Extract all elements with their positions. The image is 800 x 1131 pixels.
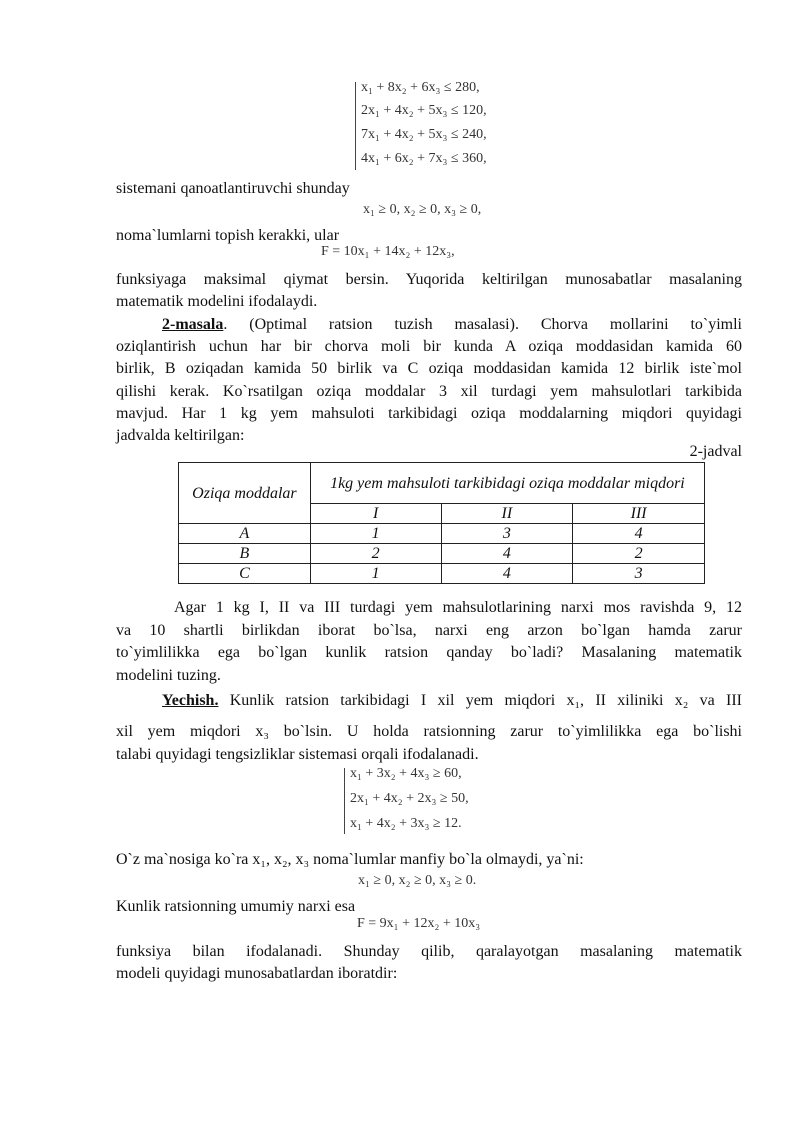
table-caption: 2-jadval (689, 443, 742, 460)
table-row (179, 564, 705, 584)
nonneg-constraint-1: x₁ ≥ 0, x₂ ≥ 0, x₃ ≥ 0, (363, 202, 482, 217)
paragraph-line: matematik modelini ifodalaydi. (116, 293, 318, 310)
table-cell: 1 (310, 564, 441, 584)
table-row (179, 544, 705, 564)
paragraph-line: to`yimlilikka ega bo`lgan kunlik ratsion qanday bo`ladi? Masalaning matematik (116, 644, 742, 661)
problem2-intro-text: . (Optimal ratsion tuzish masalasi). Chorva mollarini to`yimli (223, 316, 742, 333)
table-cell: 4 (573, 524, 705, 544)
table-cell: 3 (573, 564, 705, 584)
paragraph-line: mavjud. Har 1 kg yem mahsuloti tarkibidagi oziqa moddalarning miqdori quyidagi (116, 405, 742, 422)
table-subheader: II (441, 504, 573, 524)
system1-row: 2x₁ + 4x₂ + 5x₃ ≤ 120, (361, 103, 487, 118)
paragraph-line: O`z ma`nosiga ko`ra x₁, x₂, x₃ noma`lumlar manfiy bo`la olmaydi, ya`ni: (116, 851, 584, 868)
table-subheader: I (310, 504, 441, 524)
table-cell: 2 (573, 544, 705, 564)
paragraph-line: oziqlantirish uchun har bir chorva moli bir kunda A oziqa moddasidan kamida 60 (116, 338, 742, 355)
system1-row: x₁ + 8x₂ + 6x₃ ≤ 280, (361, 80, 480, 95)
system1-brace (355, 82, 356, 170)
paragraph-line: sistemani qanoatlantiruvchi shunday (116, 180, 350, 197)
table-cell: 4 (441, 564, 573, 584)
paragraph-line: qilishi kerak. Ko`rsatilgan oziqa moddalar 3 xil turdagi yem mahsulotlari tarkibida (116, 383, 742, 400)
objective-function-1: F = 10x₁ + 14x₂ + 12x₃, (321, 244, 455, 259)
paragraph-line: talabi quyidagi tengsizliklar sistemasi orqali ifodalanadi. (116, 746, 479, 763)
paragraph-line: funksiyaga maksimal qiymat bersin. Yuqorida keltirilgan munosabatlar masalaning (116, 271, 742, 288)
solution-title: Yechish. (162, 692, 219, 709)
paragraph-line: jadvalda keltirilgan: (116, 427, 245, 444)
paragraph-line: Kunlik ratsionning umumiy narxi esa (116, 898, 356, 915)
table-cell-name: C (179, 564, 311, 584)
paragraph-line: modelini tuzing. (116, 667, 221, 684)
nonneg-constraint-2: x₁ ≥ 0, x₂ ≥ 0, x₃ ≥ 0. (358, 873, 477, 888)
table-row (179, 524, 705, 544)
table-cell: 2 (310, 544, 441, 564)
paragraph-line: funksiya bilan ifodalanadi. Shunday qilib, qaralayotgan masalaning matematik (116, 943, 742, 960)
paragraph-line: va 10 shartli birlikdan iborat bo`lsa, narxi eng arzon bo`lgan hamda zarur (116, 622, 742, 639)
paragraph-line: noma`lumlarni topish kerakki, ular (116, 227, 340, 244)
system2-row: x₁ + 3x₂ + 4x₃ ≥ 60, (350, 766, 462, 781)
solution-intro (162, 691, 742, 711)
problem2-title: 2-masala (162, 316, 224, 333)
paragraph-line: birlik, B oziqadan kamida 50 birlik va C oziqa moddasidan kamida 12 birlik iste`mol (116, 360, 742, 377)
table-header-nutrients: Oziqa moddalar (179, 463, 311, 524)
problem2-intro (162, 315, 742, 335)
nutrient-table (178, 462, 705, 584)
system2-row: x₁ + 4x₂ + 3x₃ ≥ 12. (350, 816, 462, 831)
table-cell-name: A (179, 524, 311, 544)
table-cell-name: B (179, 544, 311, 564)
paragraph-line: xil yem miqdori x₃ bo`lsin. U holda ratsionning zarur to`yimlilikka ega bo`lishi (116, 723, 742, 740)
table-subheader: III (573, 504, 705, 524)
system1-row: 7x₁ + 4x₂ + 5x₃ ≤ 240, (361, 127, 487, 142)
table-cell: 4 (441, 544, 573, 564)
system1-row: 4x₁ + 6x₂ + 7x₃ ≤ 360, (361, 151, 487, 166)
paragraph-line: Agar 1 kg I, II va III turdagi yem mahsulotlarining narxi mos ravishda 9, 12 (174, 599, 742, 616)
solution-intro-text: Kunlik ratsion tarkibidagi I xil yem miqdori x₁, II xiliniki x₂ va III (229, 692, 743, 709)
table-cell: 1 (310, 524, 441, 544)
table-header-group: 1kg yem mahsuloti tarkibidagi oziqa moddalar miqdori (310, 463, 704, 504)
system2-row: 2x₁ + 4x₂ + 2x₃ ≥ 50, (350, 791, 469, 806)
paragraph-line: modeli quyidagi munosabatlardan iboratdir: (116, 965, 398, 982)
objective-function-2: F = 9x₁ + 12x₂ + 10x₃ (357, 916, 481, 931)
table-cell: 3 (441, 524, 573, 544)
system2-brace (344, 768, 345, 834)
